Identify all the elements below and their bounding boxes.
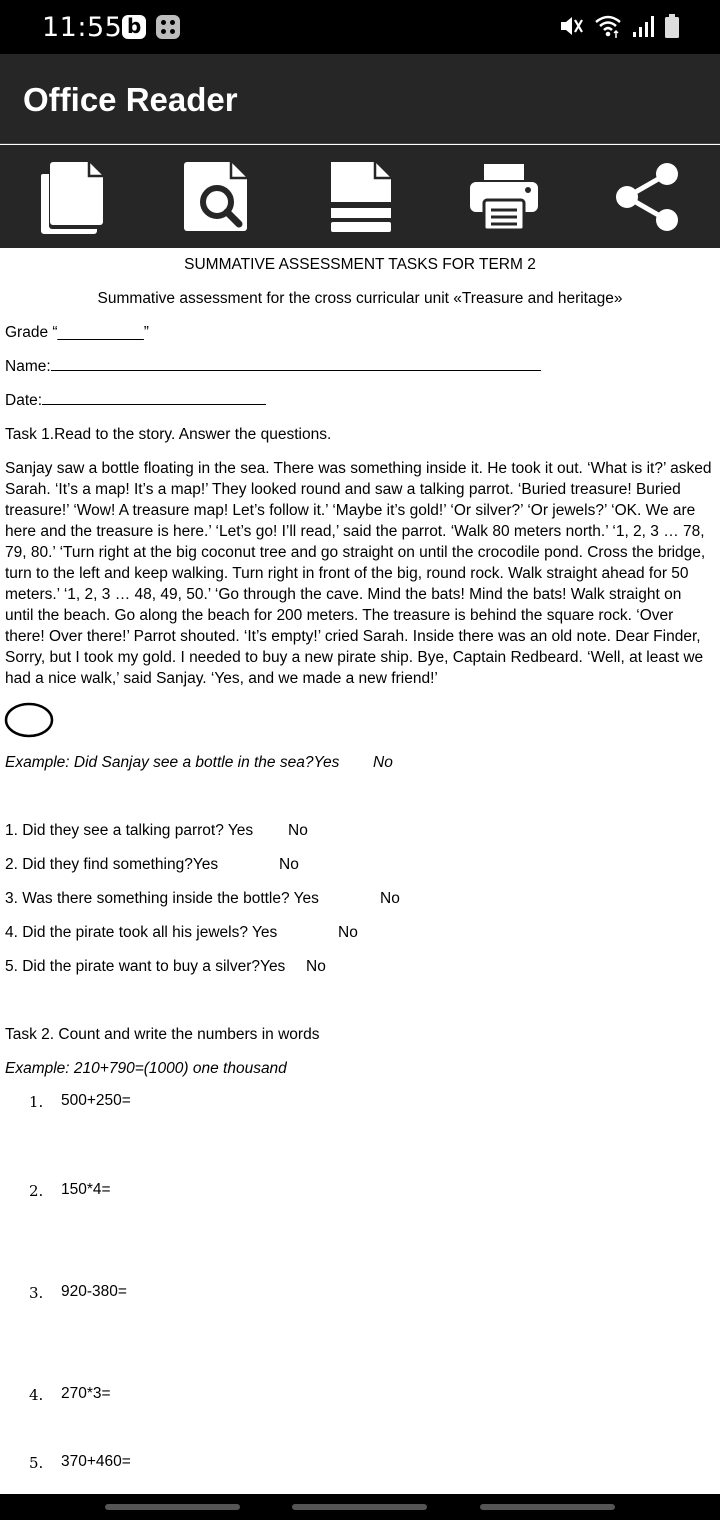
toolbar	[0, 145, 720, 248]
example-2: Example: 210+790=(1000) one thousand	[5, 1060, 287, 1077]
sum-3-number: 3.	[29, 1284, 44, 1302]
signal-icon	[632, 14, 654, 38]
question-4: 4. Did the pirate took all his jewels? Yes	[5, 924, 278, 941]
question-2-no: No	[279, 856, 299, 873]
sum-4-number: 4.	[29, 1386, 44, 1404]
wifi-icon	[594, 13, 622, 39]
status-bar	[0, 0, 720, 54]
page-view-icon	[325, 160, 395, 234]
task1-title: Task 1.Read to the story. Answer the questions.	[5, 426, 332, 443]
task2-title: Task 2. Count and write the numbers in words	[5, 1026, 320, 1043]
sum-3-expression: 920-380=	[61, 1283, 127, 1300]
navigation-bar	[0, 1494, 720, 1520]
copy-button[interactable]	[34, 159, 110, 235]
grade-line: Grade “__________”	[5, 324, 149, 341]
question-3-no: No	[380, 890, 400, 907]
sum-2-expression: 150*4=	[61, 1181, 111, 1198]
copy-icon	[37, 160, 107, 234]
sum-5-number: 5.	[29, 1454, 44, 1472]
question-5: 5. Did the pirate want to buy a silver?Yes	[5, 958, 286, 975]
answer-oval-shape	[4, 701, 54, 739]
status-time: 11:55	[42, 12, 123, 43]
name-label: Name:	[5, 358, 51, 375]
sum-2-number: 2.	[29, 1182, 44, 1200]
name-line	[5, 356, 541, 377]
question-1-no: No	[288, 822, 308, 839]
print-button[interactable]	[466, 159, 542, 235]
doc-heading-2: Summative assessment for the cross curricular unit «Treasure and heritage»	[97, 290, 623, 307]
question-2: 2. Did they find something?Yes	[5, 856, 219, 873]
sum-1-expression: 500+250=	[61, 1092, 131, 1109]
page-view-button[interactable]	[322, 159, 398, 235]
share-icon	[613, 162, 683, 232]
bixby-b-icon	[122, 15, 146, 39]
print-icon	[468, 162, 540, 232]
status-icons	[558, 13, 680, 39]
example-question: Example: Did Sanjay see a bottle in the sea?Yes	[5, 754, 340, 771]
question-3: 3. Was there something inside the bottle? Yes	[5, 890, 319, 907]
example-no: No	[373, 754, 393, 771]
date-label: Date:	[5, 392, 43, 409]
mute-icon	[558, 13, 584, 39]
gallery-badge-icon	[156, 15, 180, 39]
sum-5-expression: 370+460=	[61, 1453, 131, 1470]
sum-1-number: 1.	[29, 1093, 44, 1111]
question-5-no: No	[306, 958, 326, 975]
app-title: Office Reader	[23, 81, 238, 118]
document-view[interactable]	[0, 248, 720, 1494]
search-document-icon	[181, 160, 251, 234]
date-blank	[42, 390, 266, 405]
battery-icon	[664, 13, 680, 39]
story-text: Sanjay saw a bottle floating in the sea. There was something inside it. He took it out. ‘What is it?’ asked Sarah. ‘It’s a map! It’s a map!’ They looked round and saw a talking parrot. ‘Buried treasure! Buried treasure!’ ‘Wow! A treasure map! Let’s follow it.’ ‘Maybe it’s gold!’ ‘Or silver?’ ‘Or jewels?’ ‘OK. We are here and the treasure is here.’ ‘Let’s go! I’ll read,’ said the parrot. ‘Walk 80 meters north.’ ‘1, 2, 3 … 78, 79, 80.’ ‘Turn right at the big coconut tree and go straight on until the crocodile pond. Cross the bridge, turn to the left and keep walking. Turn right in front of the big, round rock. Walk straight ahead for 50 meters.’ ‘1, 2, 3 … 48, 49, 50.’ ‘Go through the cave. Mind the bats! Mind the bats! Walk straight on until the beach. Go along the beach for 200 meters. The treasure is behind the square rock. ‘Over there! Over there!’ Parrot shouted. ‘It’s empty!’ cried Sarah. Inside there was an old note. Dear Finder, Sorry, but I took my gold. I needed to buy a new pirate ship. Bye, Captain Redbeard. ‘Well, at least we had a nice walk,’ said Sanjay. ‘Yes, and we made a new friend!’	[5, 460, 712, 687]
home-button[interactable]	[292, 1504, 427, 1510]
question-4-no: No	[338, 924, 358, 941]
question-1: 1. Did they see a talking parrot? Yes	[5, 822, 254, 839]
share-button[interactable]	[610, 159, 686, 235]
back-button[interactable]	[480, 1504, 615, 1510]
doc-heading-1: SUMMATIVE ASSESSMENT TASKS FOR TERM 2	[184, 256, 536, 273]
date-line	[5, 390, 266, 411]
app-bar	[0, 54, 720, 144]
search-document-button[interactable]	[178, 159, 254, 235]
sum-4-expression: 270*3=	[61, 1385, 111, 1402]
recent-apps-button[interactable]	[105, 1504, 240, 1510]
name-blank	[51, 356, 541, 371]
